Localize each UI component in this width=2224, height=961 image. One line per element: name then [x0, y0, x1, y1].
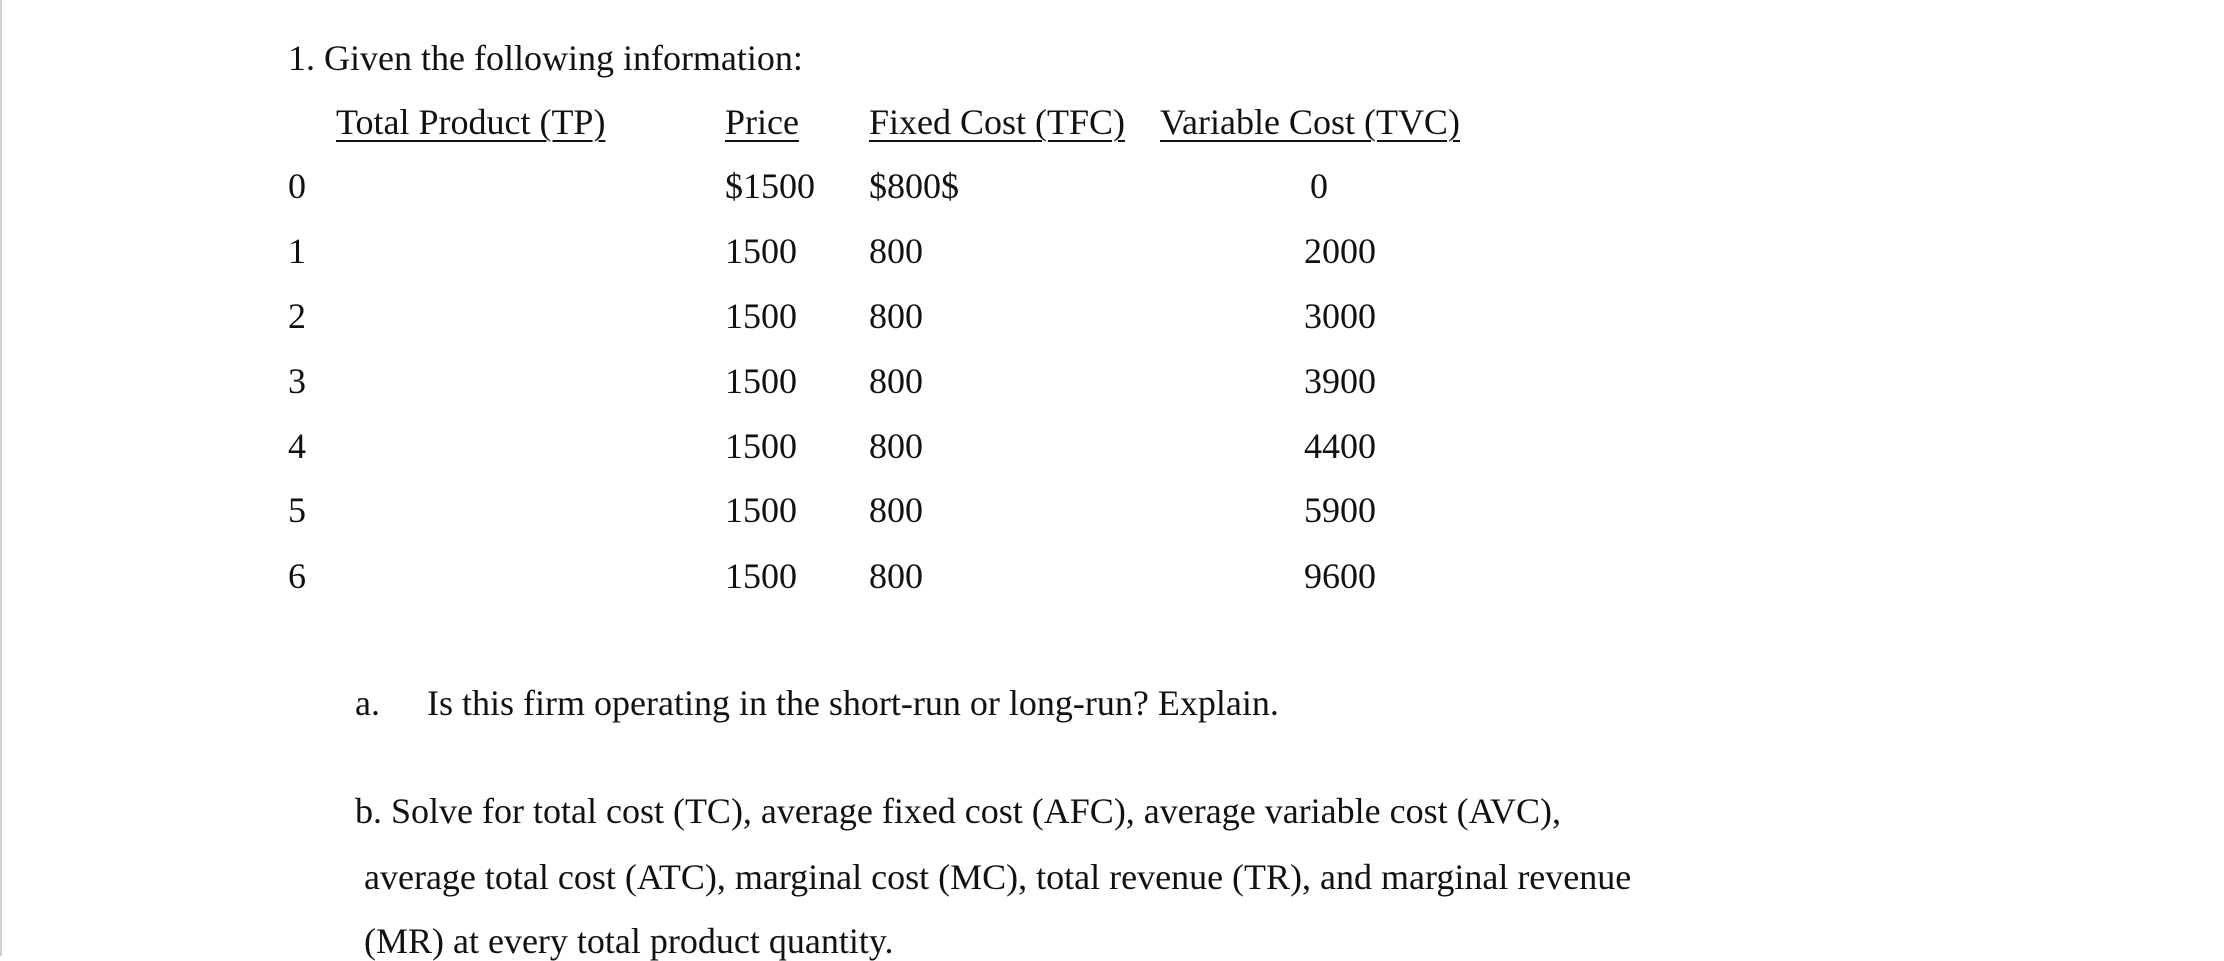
table-row	[0, 166, 2224, 214]
table-row	[0, 556, 2224, 604]
cell-tfc: 800	[869, 426, 923, 466]
cell-tp: 4	[288, 426, 306, 466]
cell-tfc: 800	[869, 490, 923, 530]
cell-tvc: 2000	[1304, 231, 1376, 271]
part-a-text: Is this firm operating in the short-run or long-run? Explain.	[427, 683, 1279, 723]
table-row	[0, 231, 2224, 279]
cell-price: 1500	[725, 426, 797, 466]
cell-tfc: $800$	[869, 166, 959, 206]
cell-tvc: 4400	[1304, 426, 1376, 466]
cell-price: 1500	[725, 361, 797, 401]
cell-tvc: 0	[1310, 166, 1328, 206]
cell-tvc: 3900	[1304, 361, 1376, 401]
cell-tp: 6	[288, 556, 306, 596]
page-edge	[0, 0, 2, 956]
part-b-line-2: average total cost (ATC), marginal cost (MC), total revenue (TR), and marginal revenue	[364, 857, 1632, 897]
header-total-product: Total Product (TP)	[336, 102, 606, 142]
cell-price: 1500	[725, 231, 797, 271]
cell-price: 1500	[725, 490, 797, 530]
cell-tfc: 800	[869, 556, 923, 596]
table-row	[0, 490, 2224, 538]
cell-price: 1500	[725, 296, 797, 336]
question-intro: 1. Given the following information:	[288, 38, 803, 78]
cell-tvc: 5900	[1304, 490, 1376, 530]
cell-tp: 1	[288, 231, 306, 271]
table-row	[0, 296, 2224, 344]
header-variable-cost: Variable Cost (TVC)	[1160, 102, 1460, 142]
cell-tp: 5	[288, 490, 306, 530]
table-row	[0, 361, 2224, 409]
table-row	[0, 426, 2224, 474]
part-a-marker: a.	[355, 683, 380, 723]
cell-tfc: 800	[869, 231, 923, 271]
cell-tvc: 3000	[1304, 296, 1376, 336]
cell-price: $1500	[725, 166, 815, 206]
part-b-line-1: b. Solve for total cost (TC), average fixed cost (AFC), average variable cost (AVC),	[355, 791, 1561, 831]
header-fixed-cost: Fixed Cost (TFC)	[869, 102, 1126, 142]
cell-price: 1500	[725, 556, 797, 596]
cell-tp: 0	[288, 166, 306, 206]
cell-tp: 2	[288, 296, 306, 336]
header-price: Price	[725, 102, 799, 142]
cell-tfc: 800	[869, 361, 923, 401]
cell-tp: 3	[288, 361, 306, 401]
cell-tfc: 800	[869, 296, 923, 336]
cell-tvc: 9600	[1304, 556, 1376, 596]
part-b-line-3: (MR) at every total product quantity.	[364, 921, 894, 961]
